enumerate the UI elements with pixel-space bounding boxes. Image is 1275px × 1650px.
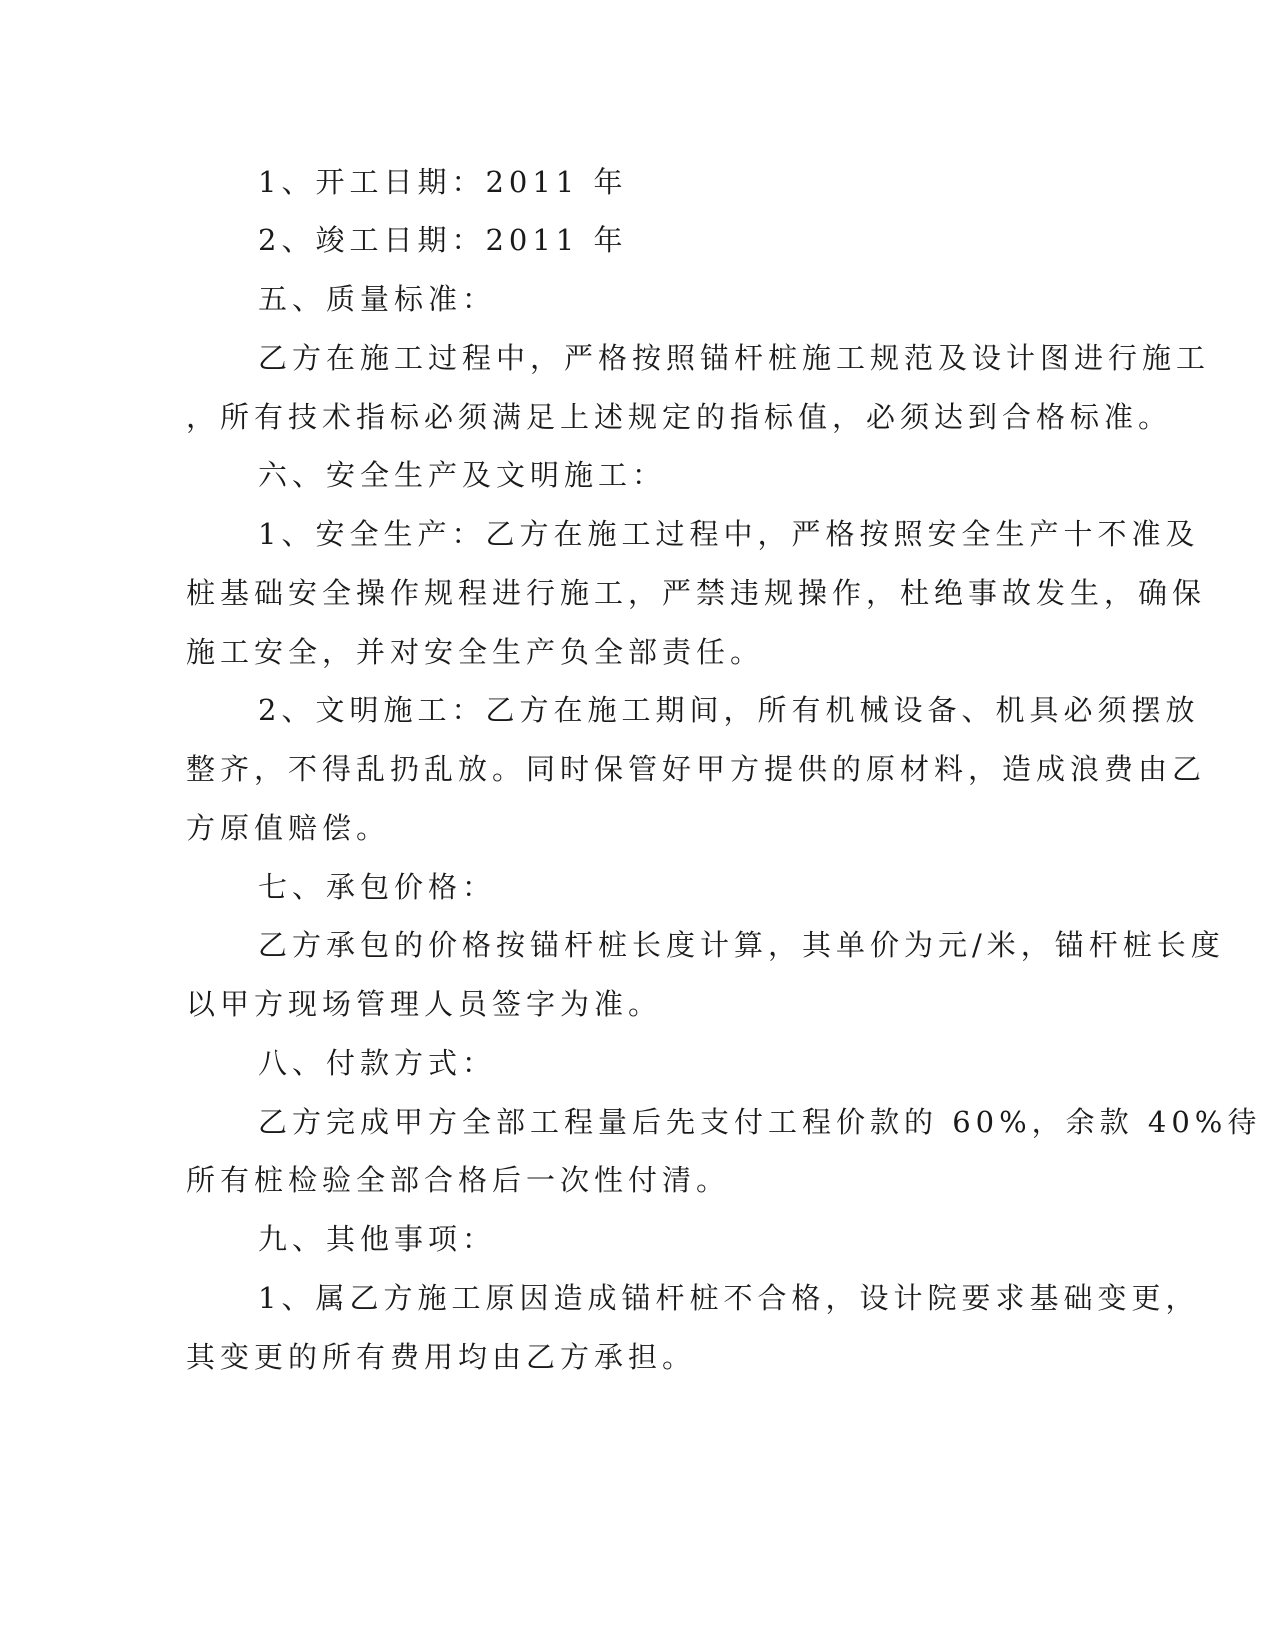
section-heading-quality: 五、质量标准： [258,282,497,316]
payment-paragraph-line-1: 乙方完成甲方全部工程量后先支付工程价款的 60%，余款 40%待 [258,1105,1262,1139]
section-heading-other: 九、其他事项： [258,1222,497,1256]
civil-construction-line-1: 2、文明施工：乙方在施工期间，所有机械设备、机具必须摆放 [258,693,1200,727]
price-paragraph-line-2: 以甲方现场管理人员签字为准。 [186,987,663,1021]
section-heading-price: 七、承包价格： [258,870,497,904]
price-paragraph-line-1: 乙方承包的价格按锚杆桩长度计算，其单价为元/米，锚杆桩长度 [258,928,1225,962]
other-paragraph-line-2: 其变更的所有费用均由乙方承担。 [186,1340,697,1374]
section-heading-payment: 八、付款方式： [258,1046,497,1080]
payment-paragraph-line-2: 所有桩检验全部合格后一次性付清。 [186,1163,731,1197]
quality-paragraph-line-1: 乙方在施工过程中，严格按照锚杆桩施工规范及设计图进行施工 [258,341,1211,375]
safety-paragraph-line-1: 1、安全生产：乙方在施工过程中，严格按照安全生产十不准及 [258,517,1200,551]
section-heading-safety: 六、安全生产及文明施工： [258,458,667,492]
safety-paragraph-line-3: 施工安全，并对安全生产负全部责任。 [186,635,765,669]
civil-construction-line-3: 方原值赔偿。 [186,811,391,845]
completion-date-line: 2、竣工日期：2011 年 [258,223,628,257]
civil-construction-line-2: 整齐，不得乱扔乱放。同时保管好甲方提供的原材料，造成浪费由乙 [186,752,1207,786]
start-date-line: 1、开工日期：2011 年 [258,165,628,199]
safety-paragraph-line-2: 桩基础安全操作规程进行施工，严禁违规操作，杜绝事故发生，确保 [186,576,1207,610]
other-paragraph-line-1: 1、属乙方施工原因造成锚杆桩不合格，设计院要求基础变更， [258,1281,1200,1315]
quality-paragraph-line-2: ，所有技术指标必须满足上述规定的指标值，必须达到合格标准。 [186,400,1173,434]
